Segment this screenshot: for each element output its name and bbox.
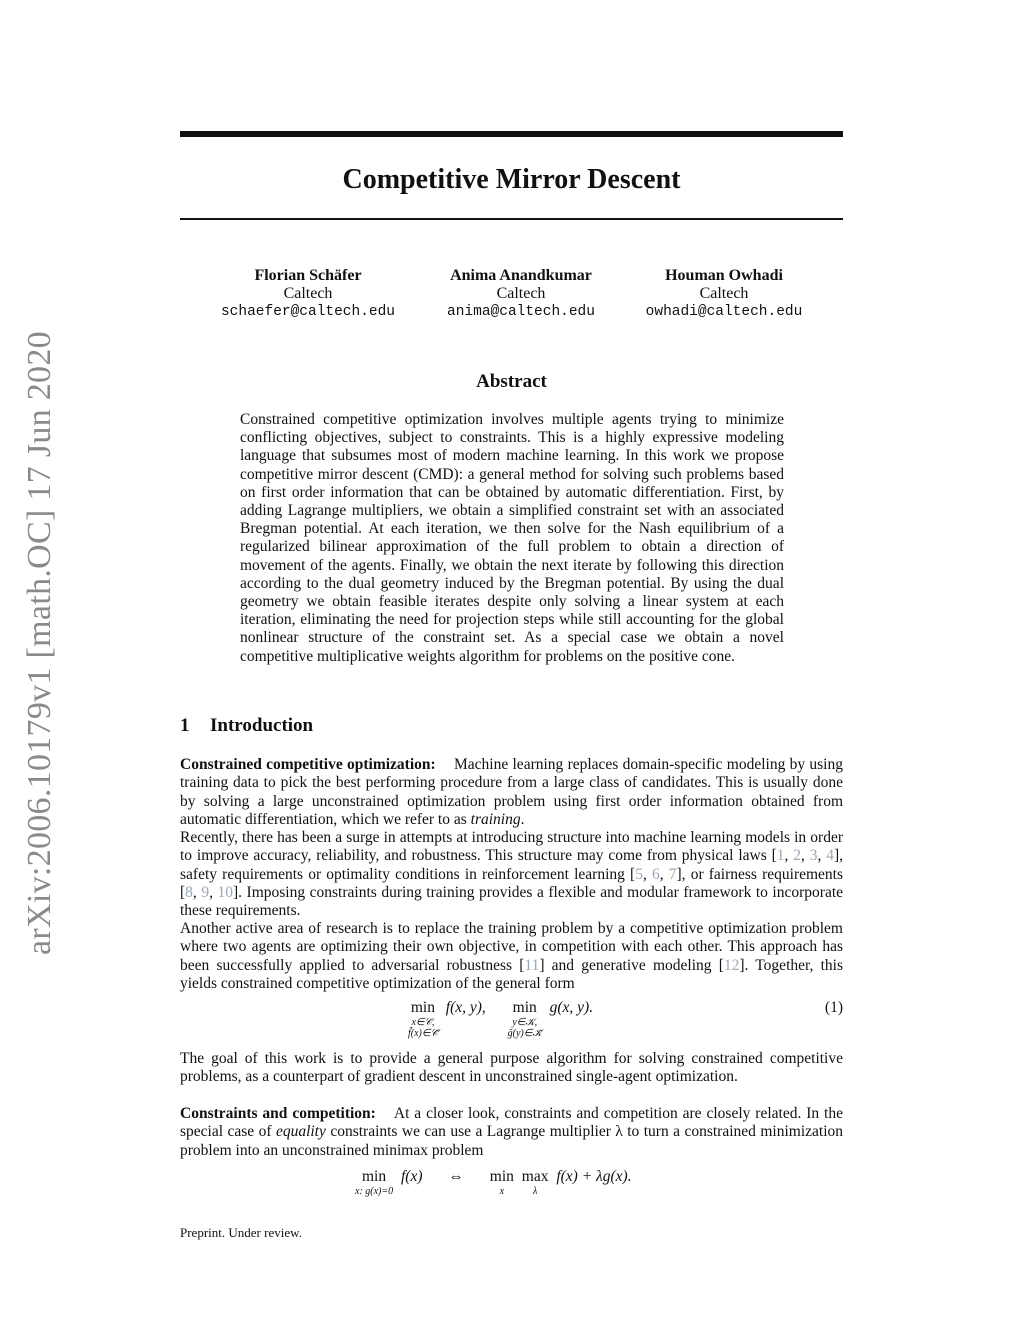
equivalence-symbol: ⇔: [448, 1168, 464, 1185]
min-operator: [490, 1168, 514, 1197]
operator-label: min: [362, 1168, 387, 1185]
operator-label: max: [521, 1168, 549, 1185]
abstract-text: Constrained competitive optimization involves multiple agents trying to minimize conflicting objectives, subject to constraints. This is a highly expressive modeling language that subsumes most of modern machine learning. In this work we propose competitive mirror descent (CMD): a general method for solving such problems based on first order information that can be obtained by automatic differentiation. First, by adding Lagrange multipliers, we obtain a simplified constraint set with an associated Bregman potential. At each iteration, we then solve for the Nash equilibrium of a regularized bilinear approximation of the full problem to obtain a direction of movement of the agents. Finally, we obtain the next iterate by following this direction according to the dual geometry induced by the Bregman potential. By using the dual geometry we obtain feasible iterates despite only solving a linear system at each iteration, eliminating the need for projection steps while still accounting for the global nonlinear structure of the constraint set. As a special case we obtain a novel competitive multiplicative weights algorithm for problems on the positive cone.: [240, 411, 784, 665]
objective-f: f(x): [401, 1168, 423, 1185]
paragraph-competitive: [180, 920, 843, 993]
paragraph-end: .: [520, 810, 525, 828]
paragraph-goal: The goal of this work is to provide a general purpose algorithm for solving constrained competitive problems, as a counterpart of gradient descent in unconstrained single-agent optimization.: [180, 1050, 843, 1086]
arxiv-stamp: arXiv:2006.10179v1 [math.OC] 17 Jun 2020: [21, 331, 58, 955]
author-email[interactable]: anima@caltech.edu: [447, 304, 595, 320]
operator-subscript: x: [499, 1186, 505, 1197]
constraint-subscript: f̃(x)∈𝒞̃: [408, 1028, 438, 1039]
operator-label: min: [512, 999, 537, 1016]
title-rule-top: [180, 131, 843, 137]
paragraph-structure: Recently, there has been a surge in attempts at introducing structure into machine learning models in order to improve accuracy, reliability, and robustness. This structure may come from physical laws [1, 2, 3, 4], safety requirements or optimality conditions in reinforcement learning [5, 6, 7], or fairness requirements [8, 9, 10]. Imposing constraints during training provides a flexible and modular framework to incorporate these requirements.: [180, 829, 844, 920]
paper-title: Competitive Mirror Descent: [342, 164, 681, 195]
abstract-heading: Abstract: [476, 371, 547, 392]
citation-link[interactable]: 12: [723, 956, 740, 974]
max-operator: [522, 1168, 549, 1197]
citation-link[interactable]: 11: [524, 956, 540, 974]
section-heading: [180, 714, 313, 738]
constraint-subscript: g̃(y)∈𝒦̃: [507, 1028, 542, 1039]
citation-link[interactable]: 1: [776, 847, 785, 865]
paragraph-text: ]. Together, this yields constrained competitive optimization of the general form: [180, 956, 843, 992]
citation-link[interactable]: 2: [793, 847, 801, 865]
author-block: [198, 267, 418, 321]
paragraph-text: ]. Imposing constraints during training provides a flexible and modular framework to incorporate these requirements.: [180, 883, 844, 920]
citation-link[interactable]: 9: [201, 883, 210, 901]
author-name: Houman Owhadi: [665, 267, 783, 284]
paragraph-text: ], safety requirements or optimality conditions in reinforcement learning [: [180, 847, 843, 883]
citation-link[interactable]: 8: [185, 883, 193, 901]
paragraph-constraints-competition: [180, 1105, 843, 1160]
citation-link[interactable]: 6: [651, 865, 660, 883]
paragraph-text: Another active area of research is to replace the training problem by a competitive optimization problem where two agents are optimizing their own objective, in competition with each other. This approach has been successfully applied to adversarial robustness [: [180, 920, 843, 974]
lagrangian: f(x) + λg(x).: [556, 1168, 632, 1185]
emphasis-equality: equality: [275, 1123, 326, 1141]
section-title: Introduction: [210, 715, 314, 736]
citation-link[interactable]: 10: [217, 883, 233, 901]
paragraph-constrained-competitive: [180, 756, 843, 829]
author-email[interactable]: schaefer@caltech.edu: [220, 304, 396, 320]
operator-label: min: [410, 999, 435, 1016]
title-rule-bottom: [180, 218, 843, 220]
operator-subscript: λ: [532, 1186, 538, 1197]
citation-link[interactable]: 7: [668, 865, 677, 883]
footer-note: Preprint. Under review.: [180, 1225, 302, 1240]
equation-number: (1): [824, 999, 843, 1016]
section-number: 1: [180, 715, 190, 736]
paragraph-text: ], or fairness requirements [: [180, 865, 844, 901]
paragraph-run-in-heading: Constrained competitive optimization:: [180, 756, 436, 773]
paragraph-run-in-heading: Constraints and competition:: [180, 1105, 376, 1122]
author-affiliation: Caltech: [283, 285, 333, 302]
paragraph-text: ] and generative modeling [: [539, 956, 724, 974]
emphasis-training: training: [470, 810, 521, 828]
min-operator: [355, 1168, 393, 1197]
constraint-subscript: x: g(x)=0: [355, 1186, 394, 1197]
paragraph-text: At a closer look, constraints and competition are closely related. In the special case of: [180, 1105, 843, 1141]
objective-g: g(x, y).: [549, 999, 594, 1016]
author-affiliation: Caltech: [496, 285, 546, 302]
constraint-subscript: y∈𝒦,: [512, 1017, 538, 1028]
author-name: Florian Schäfer: [254, 267, 362, 284]
author-email[interactable]: owhadi@caltech.edu: [645, 304, 803, 320]
citation-link[interactable]: 3: [809, 847, 818, 865]
citation-link[interactable]: 5: [635, 865, 643, 883]
paragraph-text: constraints we can use a Lagrange multiplier λ to turn a constrained minimization problem into an unconstrained minimax problem: [180, 1123, 843, 1159]
author-block: [411, 267, 631, 321]
author-affiliation: Caltech: [699, 285, 749, 302]
min-operator: [408, 999, 438, 1039]
operator-label: min: [489, 1168, 514, 1185]
paragraph-text: Machine learning replaces domain-specific modeling by using training data to pick the best performing procedure from a large class of candidates. This is usually done by solving a large unconstrained optimization problem using first order information obtained from automatic differentiation, which we refer to as: [180, 756, 843, 828]
min-operator: [508, 999, 542, 1039]
citation-link[interactable]: 4: [826, 847, 834, 865]
author-name: Anima Anandkumar: [450, 267, 592, 284]
author-block: [614, 267, 834, 321]
paragraph-text: Recently, there has been a surge in attempts at introducing structure into machine learning models in order to improve accuracy, reliability, and robustness. This structure may come from physical laws [: [180, 829, 843, 865]
constraint-subscript: x∈𝒞,: [411, 1017, 435, 1028]
objective-f: f(x, y),: [445, 999, 486, 1016]
